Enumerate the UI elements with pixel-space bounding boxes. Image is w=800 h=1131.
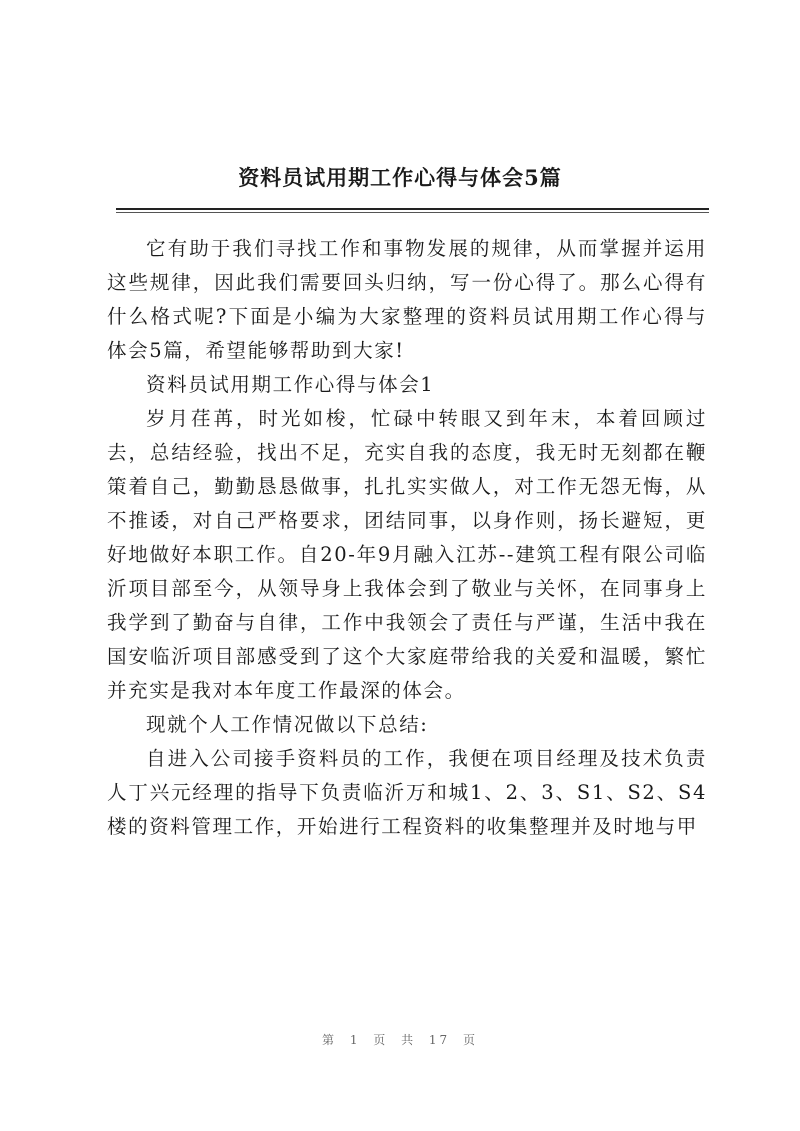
body-paragraph: 现就个人工作情况做以下总结: [146,713,429,736]
document-body [107,232,707,844]
title-divider [116,208,709,210]
page-footer: 第 1 页 共 17 页 [322,1033,478,1047]
page-title: 资料员试用期工作心得与体会5篇 [238,165,562,190]
body-paragraph: 岁月荏苒，时光如梭，忙碌中转眼又到年末，本着回顾过去，总结经验，找出不足，充实自我的态度，我无时无刻都在鞭策着自己，勤勤恳恳做事，扎扎实实做人，对工作无怨无悔，从不推诿，对自己严格要求，团结同事，以身作则，扬长避短，更好地做好本职工作。自20-年9月融入江苏--建筑工程有限公司临沂项目部至今，从领导身上我体会到了敬业与关怀，在同事身上我学到了勤奋与自律，工作中我领会了责任与严谨，生活中我在国安临沂项目部感受到了这个大家庭带给我的关爱和温暖，繁忙并充实是我对本年度工作最深的体会。 [107,407,707,702]
section-heading: 资料员试用期工作心得与体会1 [146,373,435,396]
intro-paragraph: 它有助于我们寻找工作和事物发展的规律，从而掌握并运用这些规律，因此我们需要回头归纳，写一份心得了。那么心得有什么格式呢?下面是小编为大家整理的资料员试用期工作心得与体会5篇，希望能够帮助到大家! [107,237,707,362]
title-divider-thin [116,212,709,213]
body-paragraph: 自进入公司接手资料员的工作，我便在项目经理及技术负责人丁兴元经理的指导下负责临沂万和城1、2、3、S1、S2、S4楼的资料管理工作，开始进行工程资料的收集整理并及时地与甲 [107,747,707,838]
